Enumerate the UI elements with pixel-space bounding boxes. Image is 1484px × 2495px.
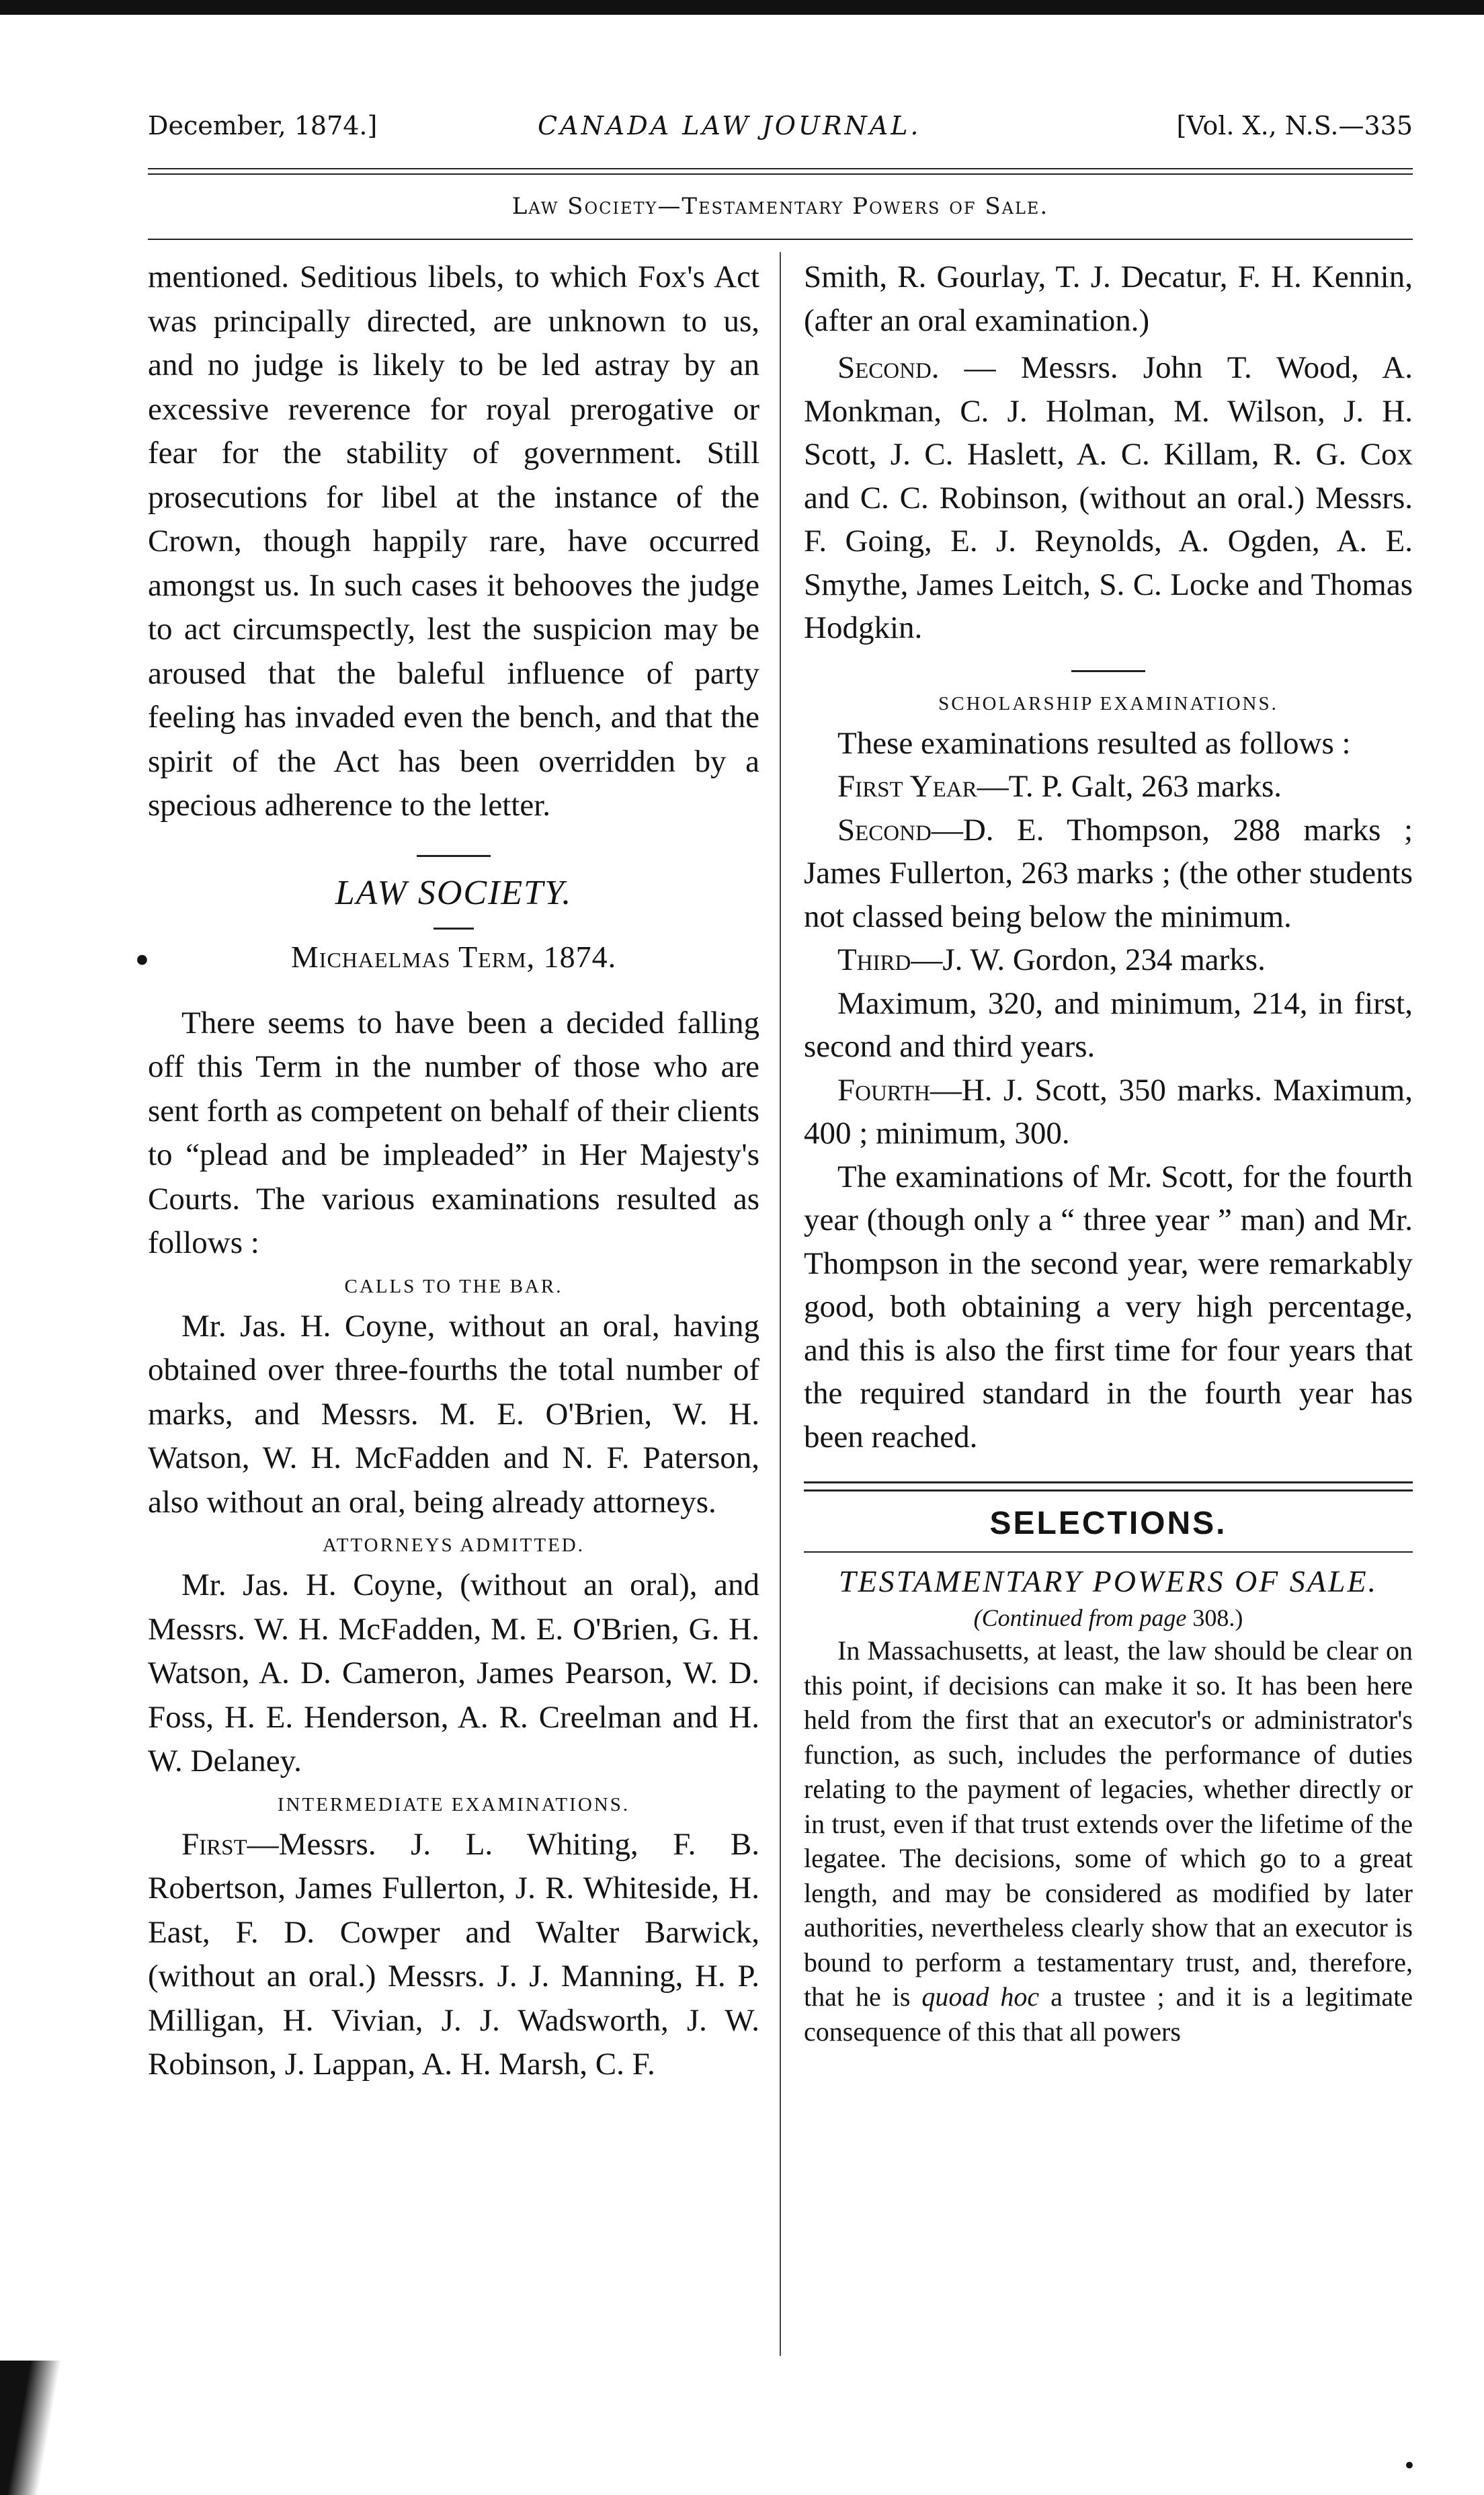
scholarship-first-year: [804, 765, 1413, 809]
scholarship-fourth: [804, 1069, 1413, 1155]
title-divider: [434, 928, 474, 930]
section-divider-scholarship: [1071, 670, 1145, 672]
running-subtitle: Law Society—Testamentary Powers of Sale.: [511, 193, 1049, 220]
volume-page: [Vol. X., N.S.—335: [1176, 111, 1413, 140]
section-title-law-society: LAW SOCIETY.: [335, 873, 573, 912]
article-text-a: In Massachusetts, at least, the law should be clear on this point, if decisions can make it so. It has been here held from the first that an executor's or administrator's function, as such, includes the performance of duties relating to the payment of legacies, whether directly or in trust, even if that trust extends over the lifetime of the legatee. The decisions, some of which go to a great length, and may be considered as modified by later authorities, nevertheless clearly show that an executor is bound to perform a testamentary trust, and, therefore, that he is: [804, 1635, 1413, 2012]
label-second: Second.: [837, 350, 940, 385]
selections-rule: [804, 1551, 1413, 1553]
continued-note: [804, 1604, 1413, 1632]
text-first-year: —T. P. Galt, 263 marks.: [977, 769, 1282, 804]
scholarship-intro: These examinations resulted as follows :: [837, 725, 1351, 761]
text-third: —J. W. Gordon, 234 marks.: [911, 942, 1266, 977]
article-text-b: a trustee ; and it is a legitimate consequence of this that all powers: [804, 1981, 1413, 2047]
article-paragraph: [804, 1633, 1413, 2049]
label-second-year: Second: [837, 812, 932, 848]
label-first: First: [181, 1826, 247, 1862]
continued-label: (Continued from page: [973, 1604, 1187, 1631]
left-column: [148, 255, 759, 2087]
continued-page: 308.): [1186, 1604, 1243, 1631]
section-divider: [417, 855, 491, 857]
ink-mark: •: [133, 944, 151, 977]
column-divider: [780, 252, 781, 2356]
subtitle-rule: [148, 239, 1413, 240]
journal-title: CANADA LAW JOURNAL.: [538, 111, 921, 140]
paragraph-libels: mentioned. Seditious libels, to which Fox's Act was principally directed, are unknown to us, and no judge is likely to be led astray by an excessive reverence for royal prerogative or fear for the stability of government. Still prosecutions for libel at the instance of the Crown, though happily rare, have occurred amongst us. In such cases it behooves the judge to act circumspectly, lest the suspicion may be aroused that the baleful influence of party feeling has invaded even the bench, and that the spirit of the Act has been overridden by a specious adherence to the letter.: [148, 259, 759, 823]
text-second: — Messrs. John T. Wood, A. Monkman, C. J. Holman, M. Wilson, J. H. Scott, J. C. Haslett, A. C. Killam, R. G. Cox and C. C. Robinson, (without an oral.) Messrs. F. Going, E. J. Reynolds, A. Ogden, A. E. Smythe, James Leitch, S. C. Locke and Thomas Hodgkin.: [804, 350, 1413, 645]
text-first: —Messrs. J. L. Whiting, F. B. Robertson, James Fullerton, J. R. Whiteside, H. East, F. D. Cowper and Walter Barwick, (without an oral.) Messrs. J. J. Manning, H. P. Milligan, H. Vivian, J. J. Wadsworth, J. W. Robinson, J. Lappan, A. H. Marsh, C. F.: [148, 1826, 759, 2082]
selections-double-rule: [804, 1481, 1413, 1491]
ink-mark-bottom: •: [1403, 2455, 1415, 2477]
paragraph-second-intermediate: [804, 346, 1413, 650]
label-third: Third: [837, 942, 911, 977]
header-date: December, 1874.]: [148, 111, 378, 140]
label-first-year: First Year: [837, 769, 977, 804]
header-rule-bottom: [148, 173, 1413, 175]
scholarship-remarks: The examinations of Mr. Scott, for the fourth year (though only a “ three year ” man) and Mr. Thompson in the second year, were remarkably good, both obtaining a very high percentage, and this is also the first time for four years that the required standard in the fourth year has been reached.: [804, 1159, 1413, 1455]
article-title: TESTAMENTARY POWERS OF SALE.: [838, 1564, 1378, 1598]
paragraph-calls: Mr. Jas. H. Coyne, without an oral, having obtained over three-fourths the total number of marks, and Messrs. M. E. O'Brien, W. H. Watson, W. H. McFadden and N. F. Paterson, also without an oral, being already attorneys.: [148, 1308, 759, 1520]
header-rule-top: [148, 168, 1413, 169]
right-column: [804, 255, 1413, 2049]
text-fourth: —H. J. Scott, 350 marks. Maximum, 400 ; minimum, 300.: [804, 1072, 1413, 1151]
heading-calls-to-bar: CALLS TO THE BAR.: [344, 1275, 563, 1297]
label-fourth: Fourth: [837, 1072, 930, 1108]
paragraph-term-intro: There seems to have been a decided falling off this Term in the number of those who are sent forth as competent on behalf of their clients to “plead and be impleaded” in Her Majesty's Courts. The various examinations resulted as follows :: [148, 1005, 759, 1260]
heading-attorneys-admitted: ATTORNEYS ADMITTED.: [323, 1535, 585, 1556]
heading-scholarship: SCHOLARSHIP EXAMINATIONS.: [938, 692, 1278, 714]
paragraph-first-continued: Smith, R. Gourlay, T. J. Decatur, F. H. Kennin, (after an oral examination.): [804, 259, 1413, 338]
scholarship-second: [804, 809, 1413, 939]
scan-corner-shadow: [0, 2361, 64, 2495]
scholarship-third: [804, 938, 1413, 982]
scholarship-max-min: Maximum, 320, and minimum, 214, in first, second and third years.: [804, 985, 1413, 1064]
paragraph-attorneys: Mr. Jas. H. Coyne, (without an oral), and Messrs. W. H. McFadden, M. E. O'Brien, G. H. Watson, A. D. Cameron, James Pearson, W. D. Foss, H. E. Henderson, A. R. Creelman and H. W. Delaney.: [148, 1567, 759, 1778]
scan-edge-top: [0, 0, 1484, 15]
text-second-year: —D. E. Thompson, 288 marks ; James Fullerton, 263 marks ; (the other students not classed being below the minimum.: [804, 812, 1413, 934]
article-italic-quoad-hoc: quoad hoc: [921, 1981, 1040, 2012]
heading-intermediate: INTERMEDIATE EXAMINATIONS.: [277, 1793, 630, 1815]
term-heading: Michaelmas Term, 1874.: [290, 939, 617, 974]
paragraph-first-intermediate: [148, 1823, 759, 2087]
selections-heading: SELECTIONS.: [989, 1506, 1227, 1541]
